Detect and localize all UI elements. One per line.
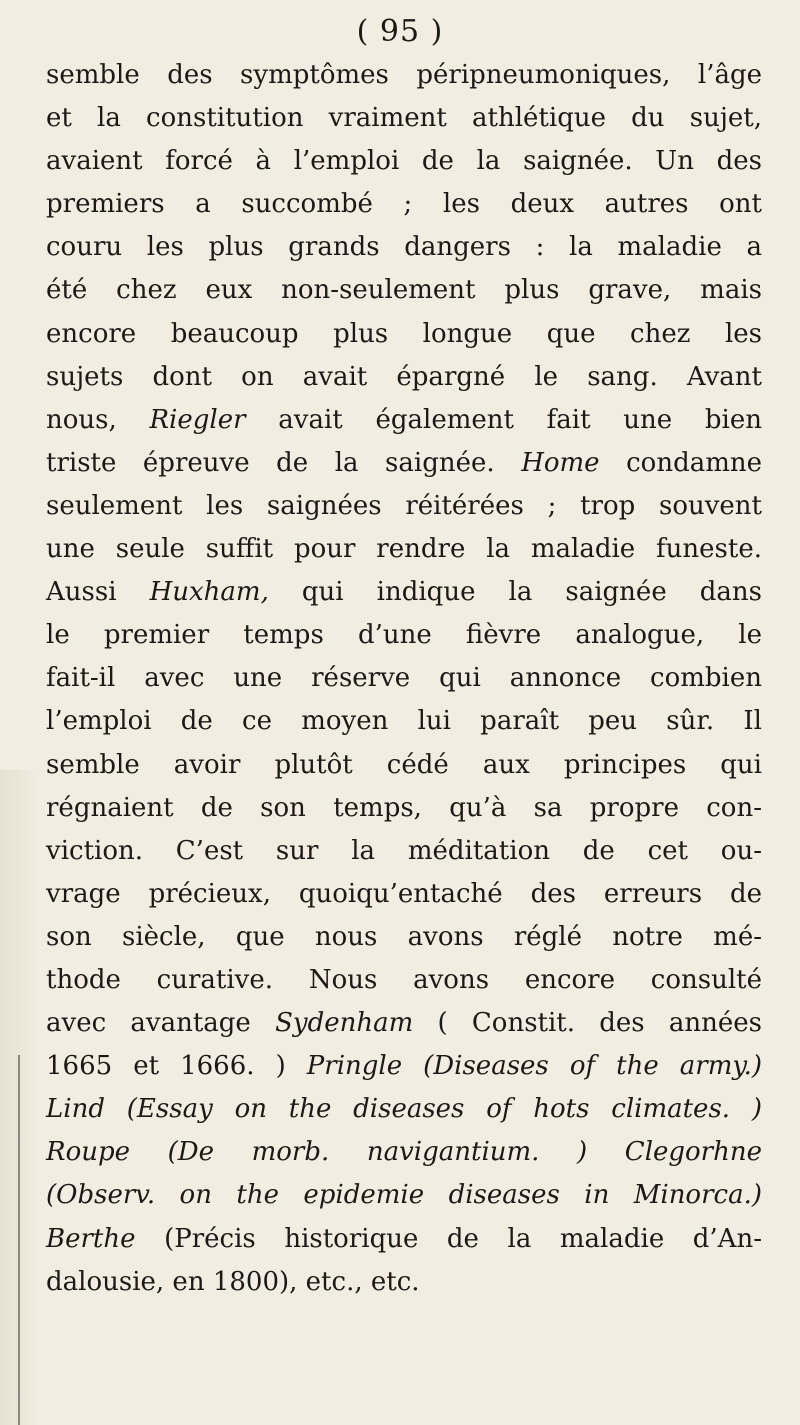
text-segment: avait également fait une bien (245, 404, 762, 435)
text-segment: et la constitution vraiment athlétique du sujet, (46, 103, 762, 134)
text-line (46, 959, 762, 1002)
text-segment: vrage précieux, quoiqu’entaché des erreurs de (46, 878, 762, 909)
text-segment: triste épreuve de la saignée. (46, 447, 522, 478)
text-line (46, 313, 762, 356)
page-number: ( 95 ) (356, 14, 444, 49)
italic-text-segment: Home (521, 447, 600, 478)
text-segment: une seule suffit pour rendre la maladie funeste. (46, 534, 762, 565)
text-segment: 1665 et 1666. ) (46, 1051, 307, 1082)
body-text (46, 54, 762, 1304)
text-line (46, 744, 762, 787)
text-segment: avec avantage (46, 1008, 276, 1039)
text-line (46, 269, 762, 312)
text-line (46, 700, 762, 743)
italic-text-segment: Lind (Essay on the diseases of hots climates. ) (46, 1094, 762, 1125)
text-line (46, 614, 762, 657)
text-segment: premiers a succombé ; les deux autres ont (46, 189, 762, 220)
italic-text-segment: (Observ. on the epidemie diseases in Minorca.) (46, 1180, 762, 1211)
text-segment: (Précis historique de la maladie d’An- (135, 1223, 762, 1254)
text-line (46, 1131, 762, 1174)
italic-text-segment: Berthe (46, 1223, 136, 1254)
text-segment: seulement les saignées réitérées ; trop souvent (46, 490, 762, 521)
text-line (46, 1002, 762, 1045)
text-line (46, 787, 762, 830)
text-line (46, 226, 762, 269)
text-segment: viction. C’est sur la méditation de cet ou- (46, 835, 762, 866)
text-line (46, 1174, 762, 1217)
italic-text-segment: Huxham, (149, 577, 269, 608)
text-segment: condamne (599, 447, 762, 478)
italic-text-segment: Sydenham (275, 1008, 414, 1039)
text-line (46, 1088, 762, 1131)
text-line (46, 830, 762, 873)
text-segment: qui indique la saignée dans (268, 577, 762, 608)
italic-text-segment: Pringle (Diseases of the army.) (306, 1051, 762, 1082)
italic-text-segment: Roupe (De morb. navigantium. ) Clegorhne (46, 1137, 762, 1168)
text-line (46, 485, 762, 528)
text-line (46, 916, 762, 959)
text-line (46, 657, 762, 700)
text-segment: semble des symptômes péripneumoniques, l’âge (46, 60, 762, 90)
text-line (46, 54, 762, 97)
italic-text-segment: Riegler (149, 404, 246, 435)
text-segment: été chez eux non-seulement plus grave, mais (46, 275, 762, 306)
text-line (46, 97, 762, 140)
text-segment: couru les plus grands dangers : la maladie a (46, 232, 762, 263)
text-line (46, 873, 762, 916)
text-segment: le premier temps d’une fièvre analogue, le (46, 620, 762, 651)
margin-mark (18, 1055, 20, 1425)
text-segment: encore beaucoup plus longue que chez les (46, 318, 762, 349)
text-line (46, 1261, 762, 1304)
text-line (46, 140, 762, 183)
text-line (46, 356, 762, 399)
text-segment: sujets dont on avait épargné le sang. Avant (46, 361, 762, 392)
text-segment: nous, (46, 404, 150, 435)
text-segment: son siècle, que nous avons réglé notre mé- (46, 921, 762, 952)
text-segment: dalousie, en 1800), etc., etc. (46, 1266, 420, 1297)
text-line (46, 1218, 762, 1261)
text-line (46, 399, 762, 442)
text-segment: avaient forcé à l’emploi de la saignée. Un des (46, 146, 762, 177)
text-segment: Aussi (46, 577, 150, 608)
text-line (46, 1045, 762, 1088)
text-line (46, 442, 762, 485)
text-line (46, 183, 762, 226)
text-segment: semble avoir plutôt cédé aux principes qui (46, 749, 762, 780)
text-segment: ( Constit. des années (413, 1008, 762, 1039)
text-segment: l’emploi de ce moyen lui paraît peu sûr. Il (46, 706, 762, 737)
text-line (46, 528, 762, 571)
binding-shadow (0, 770, 40, 1425)
text-segment: fait-il avec une réserve qui annonce combien (46, 663, 762, 694)
text-line (46, 571, 762, 614)
text-segment: thode curative. Nous avons encore consulté (46, 964, 762, 995)
text-segment: régnaient de son temps, qu’à sa propre con- (46, 792, 762, 823)
